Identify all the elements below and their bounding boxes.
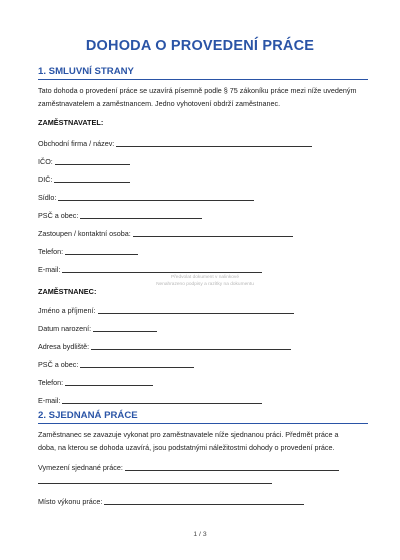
section-divider xyxy=(38,423,368,424)
employee-phone-field[interactable] xyxy=(38,375,153,387)
fill-line[interactable] xyxy=(54,182,130,183)
section-divider xyxy=(38,79,368,80)
employer-dic-field[interactable] xyxy=(38,172,130,184)
fill-line[interactable] xyxy=(80,218,202,219)
section-intro-paragraph xyxy=(38,428,368,454)
field-label: Místo výkonu práce: xyxy=(38,497,103,506)
fill-line[interactable] xyxy=(55,164,130,165)
page-number: 1 / 3 xyxy=(193,531,207,538)
fill-line[interactable] xyxy=(58,200,254,201)
intro-line: zaměstnavatelem a zaměstnancem. Jedno vyhotovení obdrží zaměstnanec. xyxy=(38,99,281,108)
employer-ico-field[interactable] xyxy=(38,154,130,166)
fill-line[interactable] xyxy=(133,236,293,237)
employer-contact-person-field[interactable] xyxy=(38,226,293,238)
fill-line[interactable] xyxy=(93,331,157,332)
field-label: IČO: xyxy=(38,157,53,166)
fill-line[interactable] xyxy=(116,146,312,147)
work-place-field[interactable] xyxy=(38,494,304,506)
field-label: Obchodní firma / název: xyxy=(38,139,115,148)
section-heading-sjednana-prace: 2. SJEDNANÁ PRÁCE xyxy=(38,410,138,421)
fill-line[interactable] xyxy=(91,349,291,350)
section-intro-paragraph xyxy=(38,84,368,110)
employer-company-name-field[interactable] xyxy=(38,136,312,148)
field-label: PSČ a obec: xyxy=(38,360,79,369)
field-label: Adresa bydliště: xyxy=(38,342,90,351)
employer-phone-field[interactable] xyxy=(38,244,138,256)
employee-name-field[interactable] xyxy=(38,303,294,315)
field-label: Telefon: xyxy=(38,378,64,387)
work-description-continuation-line[interactable] xyxy=(38,483,272,484)
employee-heading: ZAMĚSTNANEC: xyxy=(38,287,97,296)
watermark-line: Předvolat dokument v nalinkové xyxy=(171,275,239,280)
fill-line[interactable] xyxy=(65,385,153,386)
fill-line[interactable] xyxy=(104,504,304,505)
employee-address-field[interactable] xyxy=(38,339,291,351)
employee-email-field[interactable] xyxy=(38,393,262,405)
field-label: DIČ: xyxy=(38,175,53,184)
field-label: Datum narození: xyxy=(38,324,92,333)
intro-line: Tato dohoda o provedení práce se uzavírá písemně podle § 75 zákoníku práce mezi níže uvedeným xyxy=(38,86,357,95)
document-title: DOHODA O PROVEDENÍ PRÁCE xyxy=(85,38,315,54)
employee-birth-date-field[interactable] xyxy=(38,321,157,333)
field-label: Zastoupen / kontaktní osoba: xyxy=(38,229,131,238)
intro-line: doba, na kterou se dohoda uzavírá, jsou podstatnými náležitostmi dohody o provedení práce. xyxy=(38,443,335,452)
field-label: E-mail: xyxy=(38,396,61,405)
fill-line[interactable] xyxy=(98,313,294,314)
field-label: PSČ a obec: xyxy=(38,211,79,220)
field-label: Sídlo: xyxy=(38,193,57,202)
employer-zip-city-field[interactable] xyxy=(38,208,202,220)
employer-heading: ZAMĚSTNAVATEL: xyxy=(38,118,104,127)
watermark-line: Nenahrazeno podpisy a razítky na dokumentu xyxy=(156,282,254,287)
work-description-field[interactable] xyxy=(38,460,339,472)
fill-line[interactable] xyxy=(65,254,138,255)
field-label: Telefon: xyxy=(38,247,64,256)
employer-seat-field[interactable] xyxy=(38,190,254,202)
employer-email-field[interactable] xyxy=(38,262,262,274)
fill-line[interactable] xyxy=(62,403,262,404)
field-label: E-mail: xyxy=(38,265,61,274)
section-heading-smluvni-strany: 1. SMLUVNÍ STRANY xyxy=(38,66,134,77)
fill-line[interactable] xyxy=(125,470,339,471)
fill-line[interactable] xyxy=(62,272,262,273)
watermark-text xyxy=(150,274,260,288)
field-label: Jméno a příjmení: xyxy=(38,306,96,315)
fill-line[interactable] xyxy=(80,367,194,368)
field-label: Vymezení sjednané práce: xyxy=(38,463,123,472)
employee-zip-city-field[interactable] xyxy=(38,357,194,369)
intro-line: Zaměstnanec se zavazuje vykonat pro zaměstnavatele níže sjednanou práci. Předmět práce a xyxy=(38,430,339,439)
